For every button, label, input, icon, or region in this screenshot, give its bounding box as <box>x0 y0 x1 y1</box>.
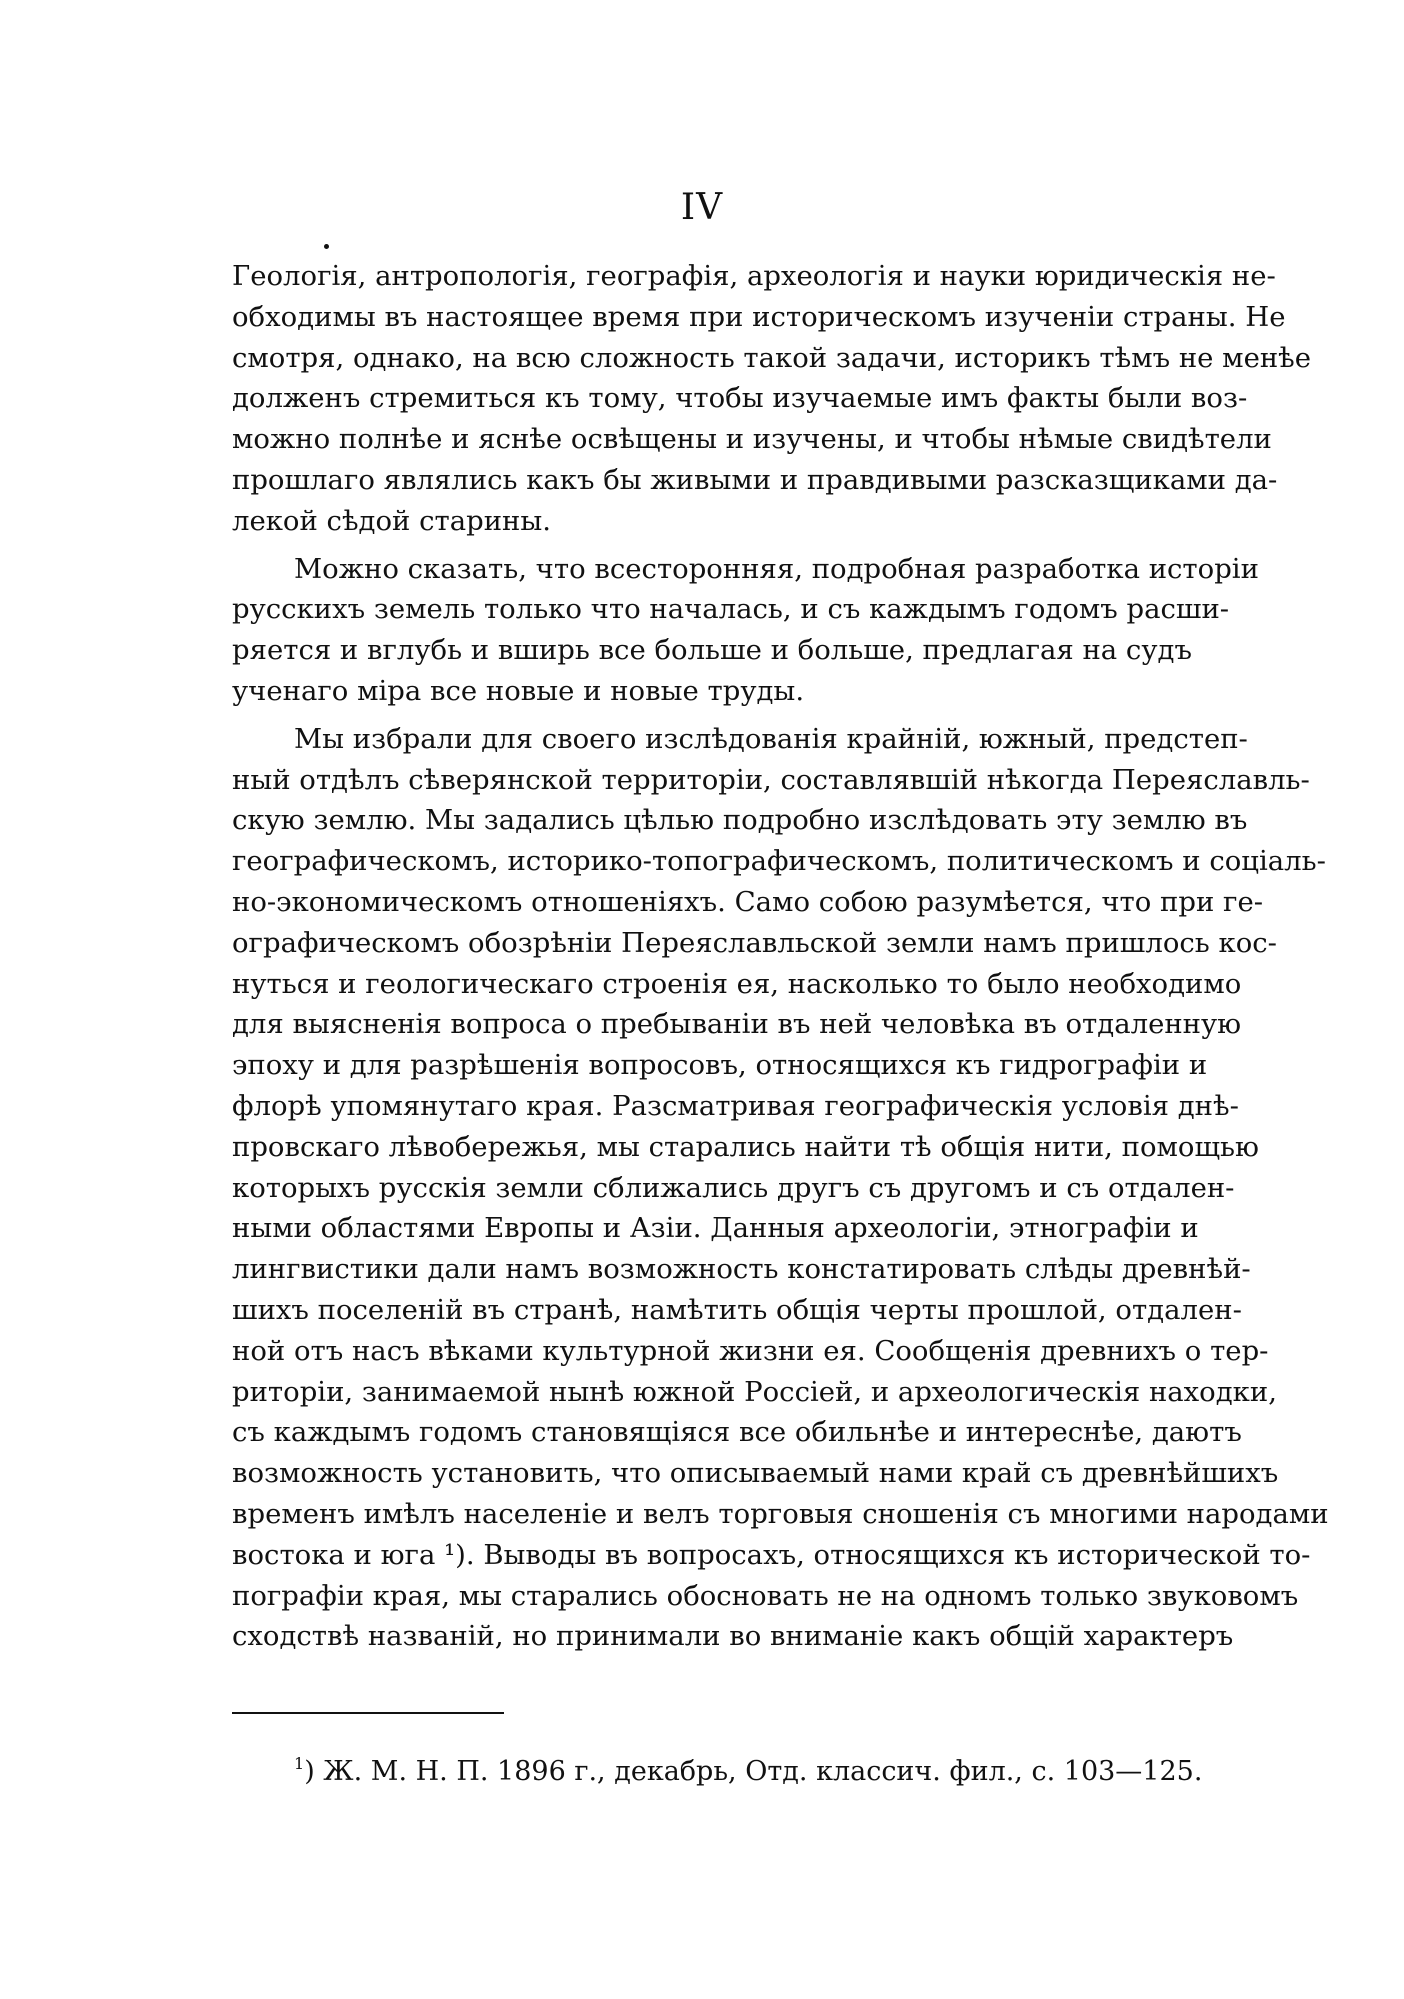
text-line: которыхъ русскія земли сближались другъ съ другомъ и съ отдален- <box>232 1171 1235 1204</box>
text-line: для выясненія вопроса о пребываніи въ ней человѣка въ отдаленную <box>232 1008 1242 1041</box>
paragraph-gap <box>232 542 1180 549</box>
text-line: ный отдѣлъ сѣверянской территоріи, составлявшій нѣкогда Переяславль- <box>232 763 1310 796</box>
footnote <box>294 1752 1203 1792</box>
text-line: Мы избрали для своего изслѣдованія крайній, южный, предстеп- <box>294 722 1248 755</box>
footnote-text: ) Ж. М. Н. П. 1896 г., декабрь, Отд. классич. фил., с. 103—125. <box>304 1756 1203 1787</box>
text-line: лингвистики дали намъ возможность констатировать слѣды древнѣй- <box>232 1253 1251 1286</box>
footnote-rule <box>232 1712 504 1714</box>
text-line: возможность установить, что описываемый нами край съ древнѣйшихъ <box>232 1457 1279 1490</box>
text-line: сходствѣ названій, но принимали во вниманіе какъ общій характеръ <box>232 1620 1234 1653</box>
text-line: пографіи края, мы старались обосновать не на одномъ только звуковомъ <box>232 1579 1299 1612</box>
text-line: лекой сѣдой старины. <box>232 504 552 537</box>
text-line: ографическомъ обозрѣніи Переяславльской земли намъ пришлось кос- <box>232 926 1277 959</box>
text-line: съ каждымъ годомъ становящіяся все обильнѣе и интереснѣе, даютъ <box>232 1416 1242 1449</box>
text-line: ряется и вглубь и вширь все больше и больше, предлагая на судъ <box>232 634 1192 667</box>
text-line: можно полнѣе и яснѣе освѣщены и изучены, и чтобы нѣмые свидѣтели <box>232 423 1272 456</box>
text-line: ученаго міра все новые и новые труды. <box>232 674 805 707</box>
text-line: обходимы въ настоящее время при историческомъ изученіи страны. Не <box>232 300 1286 333</box>
body-text <box>232 256 1329 1657</box>
text-line: ными областями Европы и Азіи. Данныя археологіи, этнографіи и <box>232 1212 1199 1245</box>
text-line: русскихъ земель только что началась, и съ каждымъ годомъ расши- <box>232 593 1230 626</box>
text-line: Можно сказать, что всесторонняя, подробная разработка исторіи <box>294 552 1259 585</box>
ink-dot <box>324 244 329 249</box>
text-line: шихъ поселеній въ странѣ, намѣтить общія черты прошлой, отдален- <box>232 1293 1242 1326</box>
text-line: долженъ стремиться къ тому, чтобы изучаемые имъ факты были воз- <box>232 382 1248 415</box>
text-line: временъ имѣлъ населеніе и велъ торговыя сношенія съ многими народами <box>232 1497 1329 1530</box>
text-line: скую землю. Мы задались цѣлью подробно изслѣдовать эту землю въ <box>232 804 1248 837</box>
text-line: провскаго лѣвобережья, мы старались найти тѣ общія нити, помощью <box>232 1130 1259 1163</box>
text-line: риторіи, занимаемой нынѣ южной Россіей, и археологическія находки, <box>232 1375 1277 1408</box>
text-line: эпоху и для разрѣшенія вопросовъ, относящихся къ гидрографіи и <box>232 1049 1208 1082</box>
text-line: нуться и геологическаго строенія ея, насколько то было необходимо <box>232 967 1242 1000</box>
text-line: прошлаго являлись какъ бы живыми и правдивыми разсказщиками да- <box>232 463 1278 496</box>
paragraph-gap <box>232 712 1180 719</box>
paragraph-3 <box>232 719 1329 1657</box>
text-line: ной отъ насъ вѣками культурной жизни ея. Сообщенія древнихъ о тер- <box>232 1334 1269 1367</box>
footnote-marker: 1 <box>294 1754 305 1773</box>
paragraph-2 <box>232 549 1259 712</box>
paragraph-1 <box>232 256 1312 542</box>
text-line: но-экономическомъ отношеніяхъ. Само собою разумѣется, что при ге- <box>232 885 1264 918</box>
text-line: флорѣ упомянутаго края. Разсматривая географическія условія днѣ- <box>232 1089 1239 1122</box>
text-line: востока и юга ¹). Выводы въ вопросахъ, относящихся къ исторической то- <box>232 1538 1311 1571</box>
text-line: географическомъ, историко-топографическомъ, политическомъ и соціаль- <box>232 845 1326 878</box>
text-line: Геологія, антропологія, географія, археологія и науки юридическія не- <box>232 260 1276 292</box>
text-line: смотря, однако, на всю сложность такой задачи, историкъ тѣмъ не менѣе <box>232 341 1312 374</box>
page-number: IV <box>680 187 724 228</box>
